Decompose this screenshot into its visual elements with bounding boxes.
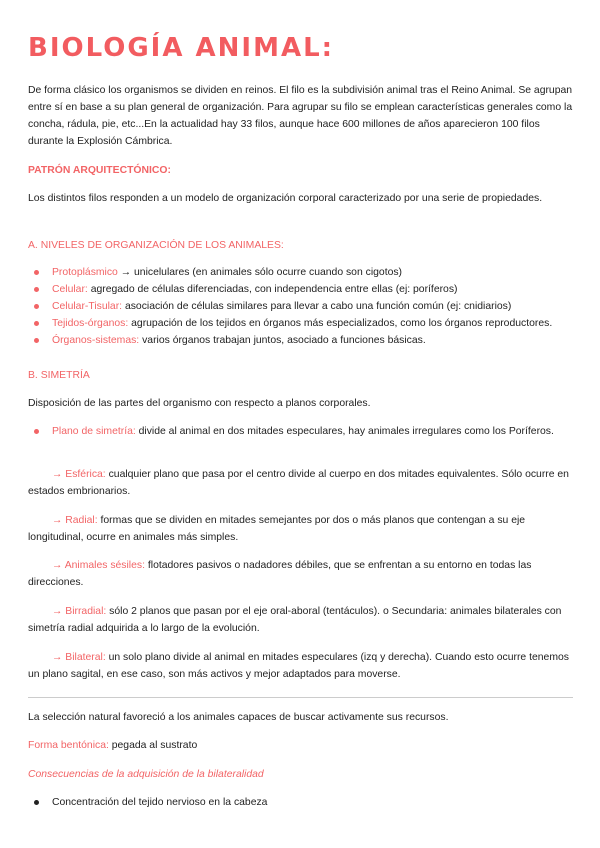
bullet-icon (34, 287, 39, 292)
type-desc: un solo plano divide al animal en mitades especulares (izq y derecha). Cuando esto ocurre tenemos un plano sagital, en ese caso, son más activos y mejor adaptados para moverse. (28, 652, 569, 680)
bullet-icon (34, 429, 39, 434)
item-term: Tejidos-órganos: (52, 318, 129, 329)
patron-heading: PATRÓN ARQUITECTÓNICO: (28, 165, 171, 176)
item-term: Órganos-sistemas: (52, 335, 140, 346)
type-term: → Esférica: (52, 469, 106, 480)
item-sep: → (117, 267, 135, 278)
niveles-list (28, 264, 573, 349)
item-term: Celular: (52, 284, 88, 295)
item-desc: unicelulares (en animales sólo ocurre cuando son cigotos) (134, 267, 403, 278)
page-title: BIOLOGÍA ANIMAL: (28, 33, 335, 63)
niveles-heading: A. NIVELES DE ORGANIZACIÓN DE LOS ANIMALES: (28, 240, 284, 251)
bentonica-line (28, 737, 573, 754)
section-divider (28, 697, 573, 698)
list-item (28, 281, 573, 298)
symmetry-type-esferica (28, 466, 573, 500)
list-item (28, 298, 573, 315)
symmetry-type-sesiles (28, 557, 573, 591)
symmetry-type-bilateral (28, 649, 573, 683)
patron-text: Los distintos filos responden a un modelo de organización corporal caracterizado por una serie de propiedades. (28, 193, 543, 204)
type-term: → Birradial: (52, 606, 107, 617)
seleccion-text: La selección natural favoreció a los animales capaces de buscar activamente sus recursos. (28, 712, 449, 723)
item-term: Plano de simetría: (52, 426, 136, 437)
type-desc: formas que se dividen en mitades semejantes por dos o más planos que contengan a su eje longitudinal, ocurre en animales más simples. (28, 515, 526, 543)
type-desc: sólo 2 planos que pasan por el eje oral-aboral (tentáculos). o Secundaria: animales bilaterales con simetría radial adquirida a lo largo de la evolución. (28, 606, 562, 634)
list-item (28, 794, 573, 811)
item-desc: Concentración del tejido nervioso en la cabeza (52, 797, 268, 808)
item-desc: divide al animal en dos mitades especulares, hay animales irregulares como los Poríferos. (138, 426, 554, 437)
type-desc: cualquier plano que pasa por el centro divide al cuerpo en dos mitades equivalentes. Sólo ocurre en estados embrionarios. (28, 469, 569, 497)
item-desc: varios órganos trabajan juntos, asociado a funciones básicas. (142, 335, 426, 346)
bullet-icon (34, 800, 39, 805)
type-desc: flotadores pasivos o nadadores débiles, que se enfrentan a su entorno en todas las direcciones. (28, 560, 532, 588)
item-desc: agrupación de los tejidos en órganos más especializados, como los órganos reproductores. (131, 318, 553, 329)
item-term: Celular-Tisular: (52, 301, 123, 312)
bullet-icon (34, 304, 39, 309)
type-term: → Animales sésiles: (52, 560, 145, 571)
consecuencias-heading: Consecuencias de la adquisición de la bilateralidad (28, 769, 264, 780)
list-item (28, 315, 573, 332)
simetria-heading: B. SIMETRÍA (28, 370, 90, 381)
plano-list (28, 423, 573, 440)
item-term: Protoplásmico (52, 267, 118, 278)
symmetry-type-birradial (28, 603, 573, 637)
type-term: → Radial: (52, 515, 98, 526)
consecuencias-list (28, 794, 573, 811)
list-item (28, 423, 573, 440)
list-item (28, 332, 573, 349)
bullet-icon (34, 270, 39, 275)
item-desc: agregado de células diferenciadas, con independencia entre ellas (ej: poríferos) (90, 284, 458, 295)
simetria-text: Disposición de las partes del organismo con respecto a planos corporales. (28, 398, 371, 409)
symmetry-type-radial (28, 512, 573, 546)
bentonica-term: Forma bentónica: (28, 740, 109, 751)
bullet-icon (34, 338, 39, 343)
type-term: → Bilateral: (52, 652, 106, 663)
item-desc: asociación de células similares para llevar a cabo una función común (ej: cnidiarios) (124, 301, 512, 312)
intro-paragraph: De forma clásico los organismos se dividen en reinos. El filo es la subdivisión animal tras el Reino Animal. Se agrupan entre sí en base a su plan general de organización. Para agrupar su filo se emplean características generales como la concha, rádula, pie, etc...En la actualidad hay 33 filos, aunque hace 600 millones de años aparecieron 100 filos durante la Explosión Cámbrica. (28, 85, 573, 147)
list-item (28, 264, 573, 281)
bullet-icon (34, 321, 39, 326)
bentonica-desc: pegada al sustrato (111, 740, 198, 751)
